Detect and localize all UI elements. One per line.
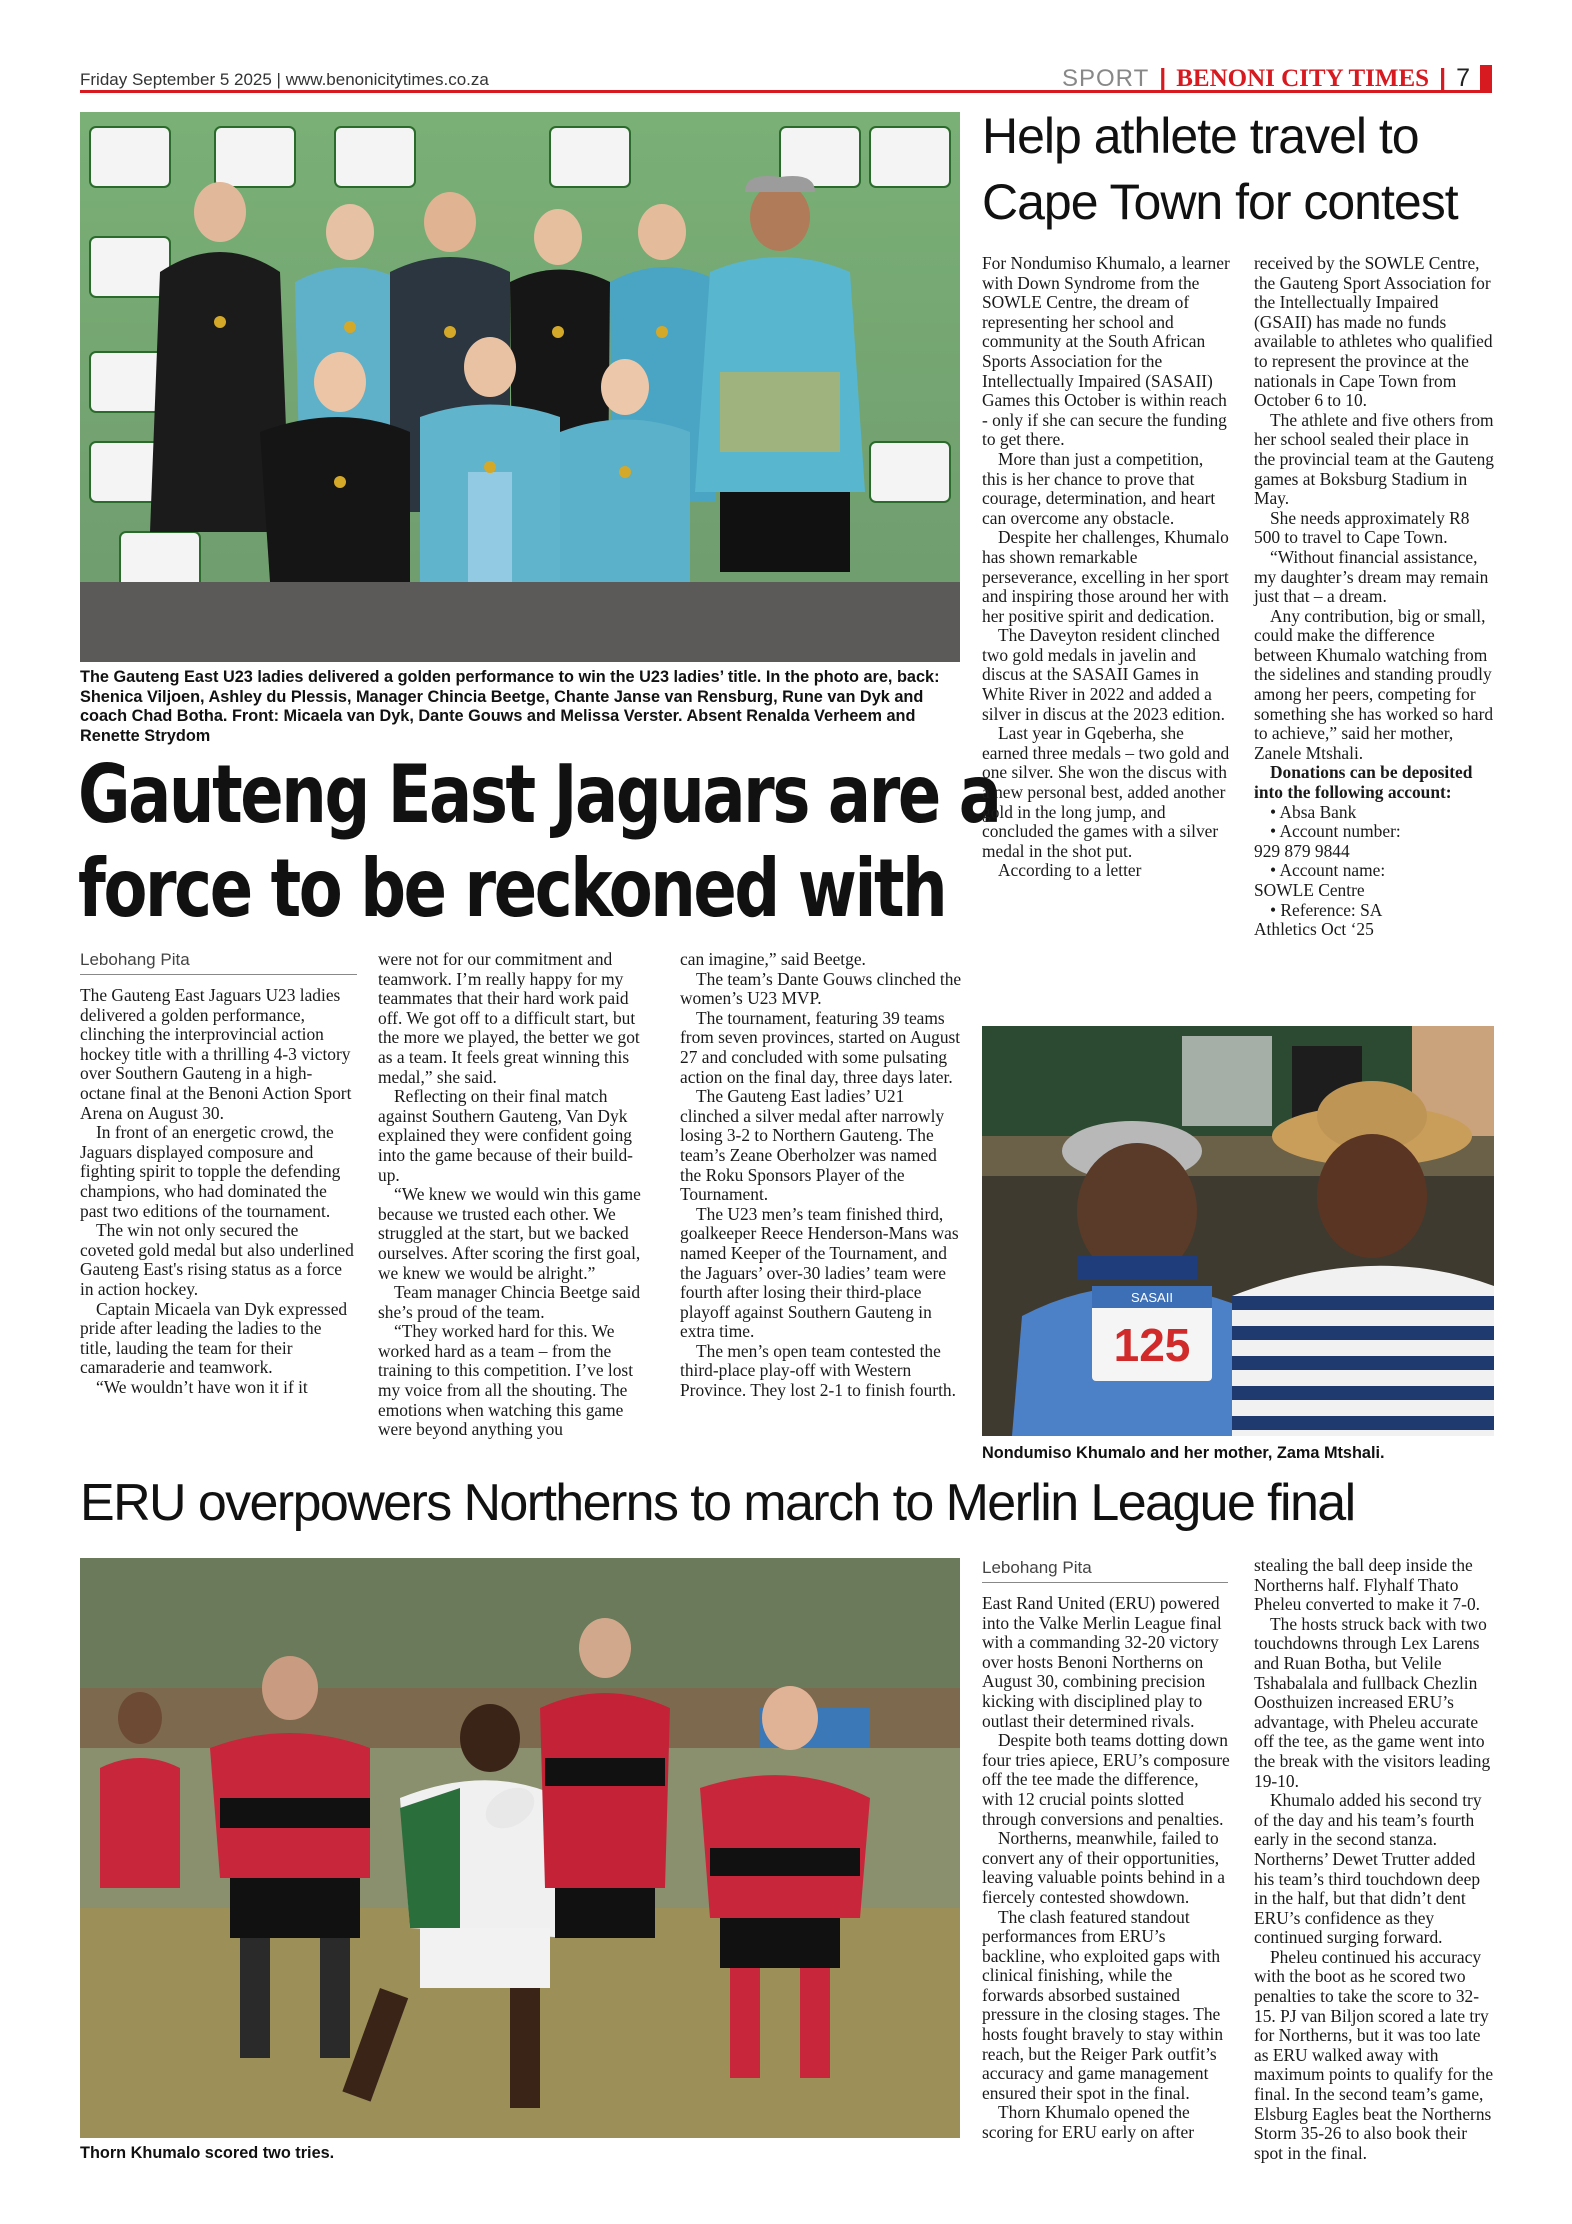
rugby-photo-caption: Thorn Khumalo scored two tries. bbox=[80, 2144, 335, 2162]
paragraph: The tournament, featuring 39 teams from seven provinces, started on August 27 and concluded with some pulsating action on the final day, three days later. bbox=[680, 1007, 961, 1087]
rugby-byline: Lebohang Pita bbox=[982, 1558, 1228, 1583]
paragraph: can imagine,” said Beetge. bbox=[680, 949, 866, 969]
paragraph: stealing the ball deep inside the Northerns half. Flyhalf Thato Pheleu converted to make it 7-0. bbox=[1254, 1555, 1481, 1615]
paragraph: The Gauteng East Jaguars U23 ladies delivered a golden performance, clinching the interprovincial action hockey title with a thrilling 4-3 victory over Southern Gauteng in a high-octane final at the Benoni Action Sport Arena on August 30. bbox=[80, 985, 352, 1123]
paragraph: The Daveyton resident clinched two gold medals in javelin and discus at the SASAII Games in White River in 2022 and added a silver in discus at the 2023 edition. bbox=[982, 625, 1225, 724]
red-block bbox=[1480, 65, 1492, 93]
donation-line: Athletics Oct ‘25 bbox=[1254, 919, 1374, 940]
bib-number: 125 bbox=[1113, 1319, 1191, 1371]
jaguars-photo-caption: The Gauteng East U23 ladies delivered a golden performance to win the U23 ladies’ title. In the photo are, back: Shenica Viljoen, Ashley du Plessis, Manager Chincia Beetge, Chante Janse van Rensburg, Rune van Dyk and coach Chad Botha. Front: Micaela van Dyk, Dante Gouws and Melissa Verster. Absent Renalda Verheem and Renette Strydom bbox=[80, 668, 940, 745]
jaguars-col-3 bbox=[680, 950, 962, 1401]
paragraph: The win not only secured the coveted gold medal but also underlined Gauteng East's rising status as a force in action hockey. bbox=[80, 1220, 354, 1299]
paragraph: “We knew we would win this game because we trusted each other. We struggled at the start, but we backed ourselves. After scoring the first goal, we knew we would be alright.” bbox=[378, 1184, 641, 1283]
athlete-photo-caption: Nondumiso Khumalo and her mother, Zama Mtshali. bbox=[982, 1444, 1385, 1462]
donation-line: • Reference: SA bbox=[1270, 899, 1383, 920]
donations-heading: Donations can be deposited into the following account: bbox=[1254, 762, 1473, 803]
athlete-col-1 bbox=[982, 254, 1230, 881]
paragraph: Despite both teams dotting down four tries apiece, ERU’s composure off the tee made the difference, with 12 crucial points slotted through conversions and penalties. bbox=[982, 1730, 1230, 1829]
dateline: Friday September 5 2025 | www.benonicitytimes.co.za bbox=[80, 70, 489, 89]
paragraph: “We wouldn’t have won it if it bbox=[96, 1376, 308, 1397]
donation-line: 929 879 9844 bbox=[1254, 840, 1350, 861]
paragraph: According to a letter bbox=[998, 860, 1142, 881]
jaguars-col-2 bbox=[378, 950, 646, 1440]
paragraph: Reflecting on their final match against Southern Gauteng, Van Dyk explained they were confident going into the game because of their build-up. bbox=[378, 1086, 633, 1185]
paragraph: The men’s open team contested the third-place play-off with Western Province. They lost 2-1 to finish fourth. bbox=[680, 1340, 956, 1401]
donation-line: SOWLE Centre bbox=[1254, 880, 1365, 900]
paragraph: The clash featured standout performances from ERU’s backline, who exploited gaps with clinical finishing, while the forwards absorbed sustained pressure in the closing stages. The hosts fought bravely to stay within reach, but the Reiger Park outfit’s accuracy and game management ensured their spot in the final. bbox=[982, 1906, 1224, 2103]
paragraph: Any contribution, big or small, could make the difference between Khumalo watching from the sidelines and standing proudly among her peers, competing for something she has worked so hard to achieve,” said her mother, Zanele Mtshali. bbox=[1254, 605, 1494, 763]
page-number: 7 bbox=[1456, 64, 1470, 92]
paragraph: were not for our commitment and teamwork. I’m really happy for my teammates that their hard work paid off. We got off to a difficult start, but the more we played, the better we got as a team. It feels great winning this medal,” she said. bbox=[378, 949, 640, 1087]
donation-line: • Account name: bbox=[1270, 860, 1386, 881]
paper-name: BENONI CITY TIMES bbox=[1176, 64, 1430, 92]
paragraph: “They worked hard for this. We worked hard as a team – from the training to this competition. I’ve lost my voice from all the shouting. The emotions when watching this game were beyond anything you bbox=[378, 1321, 634, 1440]
paragraph: Despite her challenges, Khumalo has shown remarkable perseverance, excelling in her sport and inspiring those around her with her positive spirit and dedication. bbox=[982, 527, 1229, 626]
paragraph: More than just a competition, this is her chance to prove that courage, determination, and heart can overcome any obstacle. bbox=[982, 448, 1216, 528]
athlete-col-2 bbox=[1254, 254, 1494, 940]
paragraph: Last year in Gqeberha, she earned three medals – two gold and one silver. She won the discus with a new personal best, added another gold in the long jump, and concluded the games with a silver medal in the shot put. bbox=[982, 723, 1230, 861]
athlete-mother-photo bbox=[982, 1026, 1494, 1436]
jaguars-col-1 bbox=[80, 986, 355, 1397]
paragraph: She needs approximately R8 500 to travel to Cape Town. bbox=[1254, 507, 1470, 548]
paragraph: The team’s Dante Gouws clinched the women’s U23 MVP. bbox=[680, 968, 962, 1009]
athlete-headline-line2: Cape Town for contest bbox=[982, 174, 1458, 230]
paragraph: In front of an energetic crowd, the Jaguars displayed composure and fighting spirit to topple the defending champions, who had dominated the past two editions of the tournament. bbox=[80, 1122, 341, 1221]
rugby-headline: ERU overpowers Northerns to march to Merlin League final bbox=[80, 1474, 1355, 1532]
donation-line: • Absa Bank bbox=[1270, 801, 1357, 822]
paragraph: The U23 men’s team finished third, goalkeeper Reece Henderson-Mans was named Keeper of the Tournament, and the Jaguars’ over-30 ladies’ team were fourth after losing their third-place playoff against Southern Gauteng in extra time. bbox=[680, 1203, 959, 1342]
paragraph: Northerns, meanwhile, failed to convert any of their opportunities, leaving valuable points behind in a fiercely contested showdown. bbox=[982, 1828, 1225, 1907]
paragraph: The athlete and five others from her school sealed their place in the provincial team at the Gauteng games at Boksburg Stadium in May. bbox=[1254, 409, 1494, 509]
paragraph: “Without financial assistance, my daughter’s dream may remain just that – a dream. bbox=[1254, 546, 1489, 607]
jaguars-team-photo bbox=[80, 112, 960, 662]
paragraph: East Rand United (ERU) powered into the Valke Merlin League final with a commanding 32-20 victory over hosts Benoni Northerns on August 30, combining precision kicking with disciplined play to outlast their determined rivals. bbox=[982, 1593, 1222, 1731]
paragraph: Thorn Khumalo opened the scoring for ERU early on after bbox=[982, 2102, 1194, 2143]
athlete-headline-line1: Help athlete travel to bbox=[982, 108, 1419, 164]
paragraph: received by the SOWLE Centre, the Gauteng Sport Association for the Intellectually Impaired (GSAII) has made no funds available to athletes who qualified to represent the province at the nationals in Cape Town from October 6 to 10. bbox=[1254, 253, 1493, 411]
masthead: SPORT | BENONI CITY TIMES | 7 bbox=[1062, 64, 1492, 93]
section-label: SPORT bbox=[1061, 64, 1150, 92]
paragraph: The hosts struck back with two touchdowns through Lex Larens and Ruan Botha, but Velile Tshabalala and fullback Chezlin Oosthuizen increased ERU’s advantage, with Pheleu accurate off the tee, as the game went into the break with the visitors leading 19-10. bbox=[1254, 1613, 1491, 1791]
rugby-col-1 bbox=[982, 1594, 1230, 2143]
donation-line: • Account number: bbox=[1270, 821, 1401, 842]
paragraph: Khumalo added his second try of the day and his team’s fourth early in the second stanza. Northerns’ Dewet Trutter added his team’s third touchdown deep in the half, but that didn’t dent ERU’s confidence as they continued surging forward. bbox=[1254, 1790, 1482, 1948]
jaguars-byline: Lebohang Pita bbox=[80, 950, 357, 975]
paragraph: For Nondumiso Khumalo, a learner with Down Syndrome from the SOWLE Centre, the dream of representing her school and community at the South African Sports Association for the Intellectually Impaired (SASAII) Games this October is within reach - only if she can secure the funding to get there. bbox=[982, 253, 1230, 450]
jaguars-headline-line1: Gauteng East Jaguars are a bbox=[78, 748, 1000, 841]
bib-label: SASAII bbox=[1131, 1290, 1173, 1305]
paragraph: Team manager Chincia Beetge said she’s proud of the team. bbox=[378, 1282, 641, 1322]
jaguars-headline-line2: force to be reckoned with bbox=[78, 842, 946, 935]
paragraph: The Gauteng East ladies’ U21 clinched a silver medal after narrowly losing 3-2 to Northern Gauteng. The team’s Zeane Oberholzer was named the Roku Sponsors Player of the Tournament. bbox=[680, 1086, 945, 1205]
rugby-col-2 bbox=[1254, 1556, 1494, 2163]
rugby-action-photo bbox=[80, 1558, 960, 2138]
paragraph: Pheleu continued his accuracy with the boot as he scored two penalties to take the score to 32-15. PJ van Biljon scored a late try for Northerns, but it was too late as ERU walked away with maximum points to qualify for the final. In the second team’s game, Elsburg Eagles beat the Northerns Storm 35-26 to also book their spot in the final. bbox=[1254, 1946, 1494, 2163]
paragraph: Captain Micaela van Dyk expressed pride after leading the ladies to the title, lauding the team for their camaraderie and teamwork. bbox=[80, 1298, 348, 1378]
